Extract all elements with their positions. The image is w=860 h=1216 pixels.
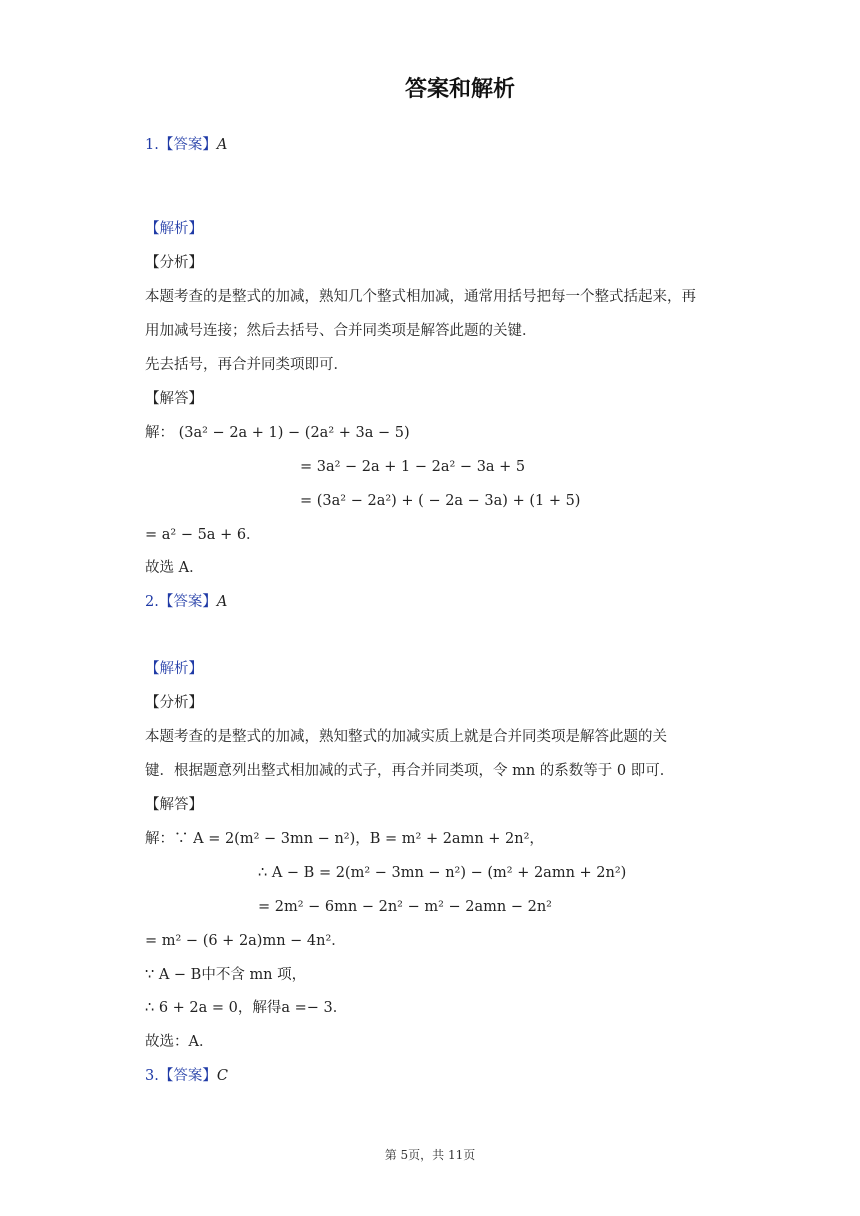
q2-analysis-line-2: 键．根据题意列出整式相加减的式子，再合并同类项，令 mn 的系数等于 0 即可． — [145, 763, 675, 779]
q1-analysis-line-2: 用加减号连接；然后去括号、合并同类项是解答此题的关键． — [145, 323, 537, 339]
q2-choose: 故选：A． — [145, 1034, 214, 1050]
q3-answer-label: 3.【答案】 — [145, 1068, 217, 1084]
q2-jieda-heading: 【解答】 — [145, 797, 203, 813]
q1-choose: 故选 A． — [145, 560, 204, 576]
q1-analysis-line-1: 本题考查的是整式的加减，熟知几个整式相加减，通常用括号把每一个整式括起来，再 — [145, 289, 696, 305]
q1-jiexi-heading: 【解析】 — [145, 221, 203, 237]
q2-answer-value: A — [216, 594, 228, 610]
q1-answer-value: A — [216, 137, 228, 153]
q2-solution-step-6: ∴ 6 + 2a = 0，解得a =− 3． — [145, 1000, 348, 1016]
q2-solution-step-4: = m² − (6 + 2a)mn − 4n²． — [145, 933, 346, 949]
q2-solution-step-5: ∵ A − B中不含 mn 项， — [145, 967, 307, 983]
q1-answer-label: 1.【答案】 — [145, 137, 217, 153]
q2-answer-label: 2.【答案】 — [145, 594, 217, 610]
q1-solution-step-3: = (3a² − 2a²) + ( − 2a − 3a) + (1 + 5) — [300, 493, 581, 509]
q3-answer-value: C — [216, 1068, 228, 1084]
q2-jiexi-heading: 【解析】 — [145, 661, 203, 677]
page-title: 答案和解析 — [404, 77, 515, 102]
q2-fenxi-heading: 【分析】 — [145, 695, 203, 711]
q1-solution-step-4: = a² − 5a + 6． — [145, 527, 261, 543]
q2-answer-line — [145, 592, 227, 612]
q3-answer-line — [145, 1066, 228, 1086]
q1-answer-line — [145, 135, 227, 155]
q2-analysis-line-1: 本题考查的是整式的加减，熟知整式的加减实质上就是合并同类项是解答此题的关 — [145, 729, 667, 745]
q1-jieda-heading: 【解答】 — [145, 391, 203, 407]
q1-solution-step-1: 解： (3a² − 2a + 1) − (2a² + 3a − 5) — [145, 425, 410, 441]
q2-solution-step-1: 解：∵ A = 2(m² − 3mn − n²)，B = m² + 2amn + 2n²， — [145, 831, 544, 847]
q2-solution-step-3: = 2m² − 6mn − 2n² − m² − 2amn − 2n² — [258, 899, 552, 915]
q2-solution-step-2: ∴ A − B = 2(m² − 3mn − n²) − (m² + 2amn + 2n²) — [258, 865, 627, 881]
q1-analysis-line-3: 先去括号，再合并同类项即可． — [145, 357, 348, 373]
page-footer: 第 5页，共 11页 — [384, 1148, 476, 1162]
q1-fenxi-heading: 【分析】 — [145, 255, 203, 271]
q1-solution-step-2: = 3a² − 2a + 1 − 2a² − 3a + 5 — [300, 459, 526, 475]
